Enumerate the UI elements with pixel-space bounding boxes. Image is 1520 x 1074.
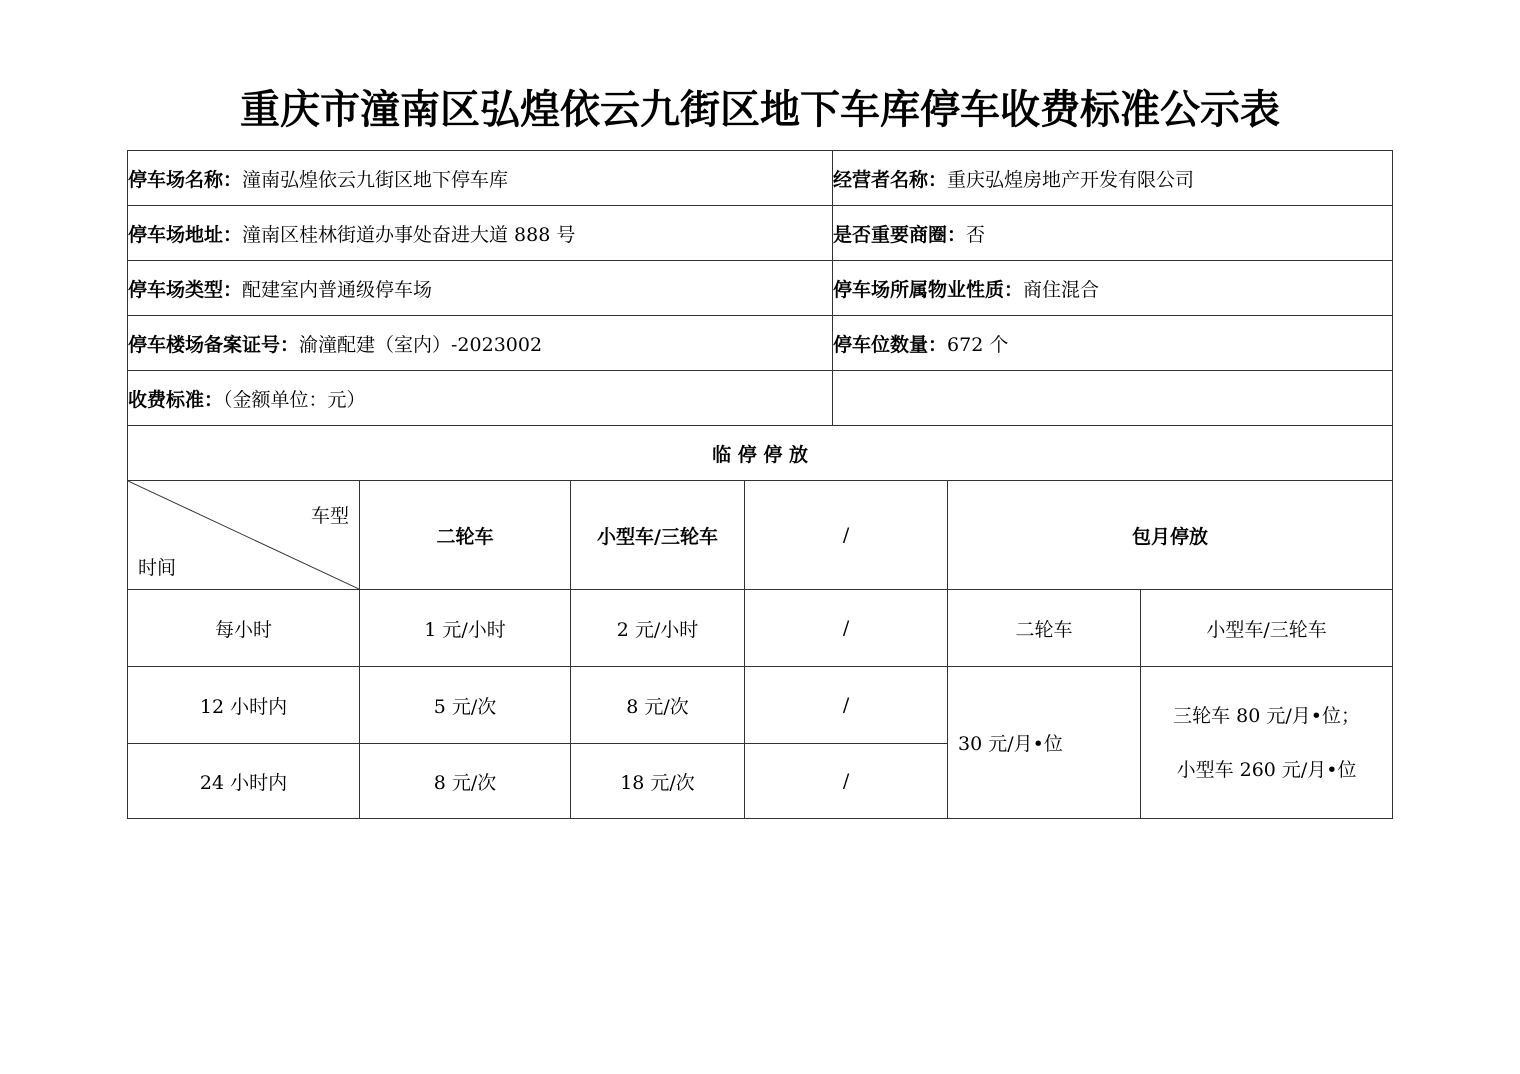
spaces-value: 672 个 [947,333,1009,356]
info-row-type [128,261,1393,316]
small-car-rate: 2 元/小时 [571,590,745,667]
monthly-small-header: 小型车/三轮车 [1141,590,1393,667]
monthly-small-price [1141,667,1393,819]
property-label: 停车场所属物业性质： [833,278,1024,301]
lot-name-value: 潼南弘煌依云九街区地下停车库 [242,168,509,191]
time-label: 时间 [138,557,177,579]
column-header-row [128,481,1393,590]
lot-type-value: 配建室内普通级停车场 [242,278,433,301]
lot-type-cell [128,261,833,316]
rate-row-hourly [128,590,1393,667]
property-value: 商住混合 [1023,278,1100,301]
small-car-rate: 18 元/次 [571,744,745,819]
address-cell [128,206,833,261]
time-cell: 12 小时内 [128,667,360,744]
info-row-record [128,316,1393,371]
time-cell: 每小时 [128,590,360,667]
rate-row-12h [128,667,1393,744]
info-row-name [128,151,1393,206]
diagonal-header-cell [128,481,360,590]
vehicle-type-label: 车型 [310,505,349,527]
key-district-cell [833,206,1393,261]
tricycle-monthly-price: 三轮车 80 元/月•位； [1173,704,1360,727]
info-row-fee [128,371,1393,426]
monthly-two-wheel-header: 二轮车 [948,590,1141,667]
key-district-value: 否 [966,223,986,246]
empty-cell [833,371,1393,426]
temporary-parking-header: 临 停 停 放 [128,426,1393,481]
lot-type-label: 停车场类型： [128,278,243,301]
address-label: 停车场地址： [128,223,243,246]
page-title: 重庆市潼南区弘煌依云九街区地下车库停车收费标准公示表 [240,87,1280,133]
record-value: 渝潼配建（室内）-2023002 [299,333,543,356]
small-car-rate: 8 元/次 [571,667,745,744]
two-wheel-rate: 5 元/次 [360,667,571,744]
temporary-header-row [128,426,1393,481]
other-rate: / [745,590,948,667]
address-value: 潼南区桂林街道办事处奋进大道 888 号 [242,223,576,246]
record-label: 停车楼场备案证号： [128,333,300,356]
fee-standard-cell [128,371,833,426]
operator-cell [833,151,1393,206]
operator-value: 重庆弘煌房地产开发有限公司 [947,168,1195,191]
monthly-two-wheel-price: 30 元/月•位 [948,667,1141,819]
col-header-slash: / [745,481,948,590]
key-district-label: 是否重要商圈： [833,223,967,246]
time-cell: 24 小时内 [128,744,360,819]
col-header-small: 小型车/三轮车 [571,481,745,590]
fee-unit-note: （金额单位：元） [223,388,366,411]
operator-label: 经营者名称： [833,168,948,191]
fee-standard-label: 收费标准： [128,388,224,411]
lot-name-label: 停车场名称： [128,168,243,191]
other-rate: / [745,744,948,819]
spaces-label: 停车位数量： [833,333,948,356]
fee-table [127,150,1393,819]
other-rate: / [745,667,948,744]
col-header-monthly: 包月停放 [948,481,1393,590]
small-car-monthly-price: 小型车 260 元/月•位 [1176,758,1357,781]
col-header-two-wheel: 二轮车 [360,481,571,590]
info-row-address [128,206,1393,261]
spaces-cell [833,316,1393,371]
two-wheel-rate: 8 元/次 [360,744,571,819]
record-cell [128,316,833,371]
property-cell [833,261,1393,316]
two-wheel-rate: 1 元/小时 [360,590,571,667]
lot-name-cell [128,151,833,206]
